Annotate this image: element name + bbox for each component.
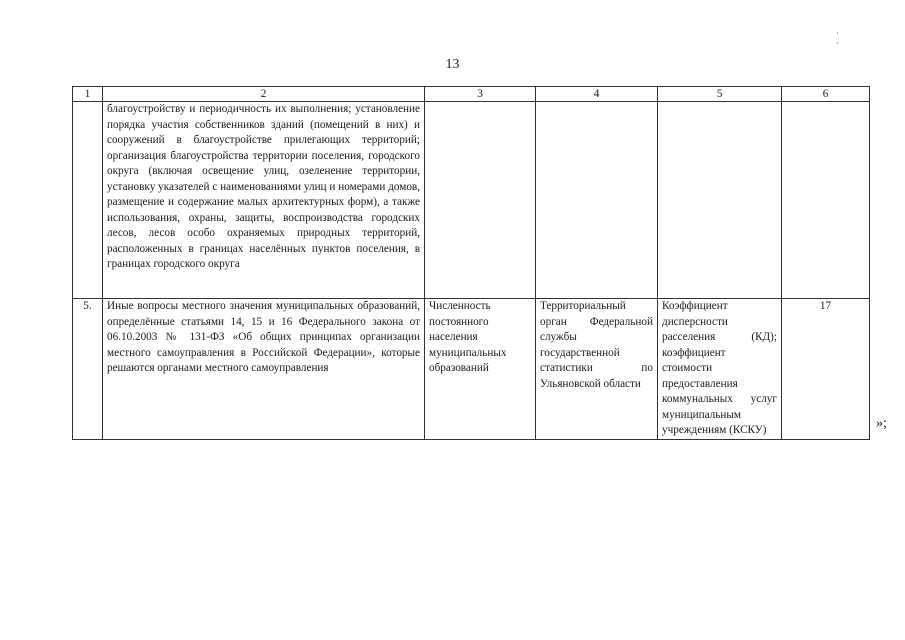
issue-cell: благоустройству и периодичность их выполнения; установление порядка участия собственников зданий (помещений в них) и сооружений в благоустройстве прилегающих территорий; организация благоустройства территории поселения, городского округа (включая освещение улиц, озеленение территории, установку указателей с наименованиями улиц и номерами домов, размещение и содержание малых архитектурных форм), а также использования, охраны, защиты, воспроизводства городских лесов, лесов особо охраняемых природных территорий, расположенных в границах населённых пунктов поселения, в границах городского округа xyxy=(103,102,425,299)
value-cell: 17 xyxy=(782,299,870,440)
source-cell: Территориальный орган Федеральной службы государственной статистики по Ульяновской области xyxy=(536,299,658,440)
table-row xyxy=(73,299,870,440)
issue-cell: Иные вопросы местного значения муниципальных образований, определённые статьями 14, 15 и 16 Федерального закона от 06.10.2003 № 131-ФЗ «Об общих принципах организации местного самоуправления в Российской Федерации», которые решаются органами местного самоуправления xyxy=(103,299,425,440)
row-number xyxy=(73,102,103,299)
source-cell xyxy=(536,102,658,299)
table-header-row xyxy=(73,87,870,102)
closing-quote-mark: »; xyxy=(876,416,887,431)
row-number: 5. xyxy=(73,299,103,440)
page-number: 13 xyxy=(445,57,460,72)
column-header: 6 xyxy=(782,87,870,102)
indicator-cell xyxy=(425,102,536,299)
column-header: 4 xyxy=(536,87,658,102)
value-cell xyxy=(782,102,870,299)
column-header: 2 xyxy=(103,87,425,102)
coefficient-cell xyxy=(658,102,782,299)
indicator-cell: Численность постоянного населения муниципальных образований xyxy=(425,299,536,440)
column-header: 1 xyxy=(73,87,103,102)
scan-marks: · · xyxy=(836,28,869,48)
column-header: 3 xyxy=(425,87,536,102)
column-header: 5 xyxy=(658,87,782,102)
coefficient-cell: Коэффициент дисперсности расселения (КД); коэффициент стоимости предоставления коммунальных услуг муниципальным учреждениям (КСКУ) xyxy=(658,299,782,440)
data-table xyxy=(72,86,870,440)
table-row xyxy=(73,102,870,299)
